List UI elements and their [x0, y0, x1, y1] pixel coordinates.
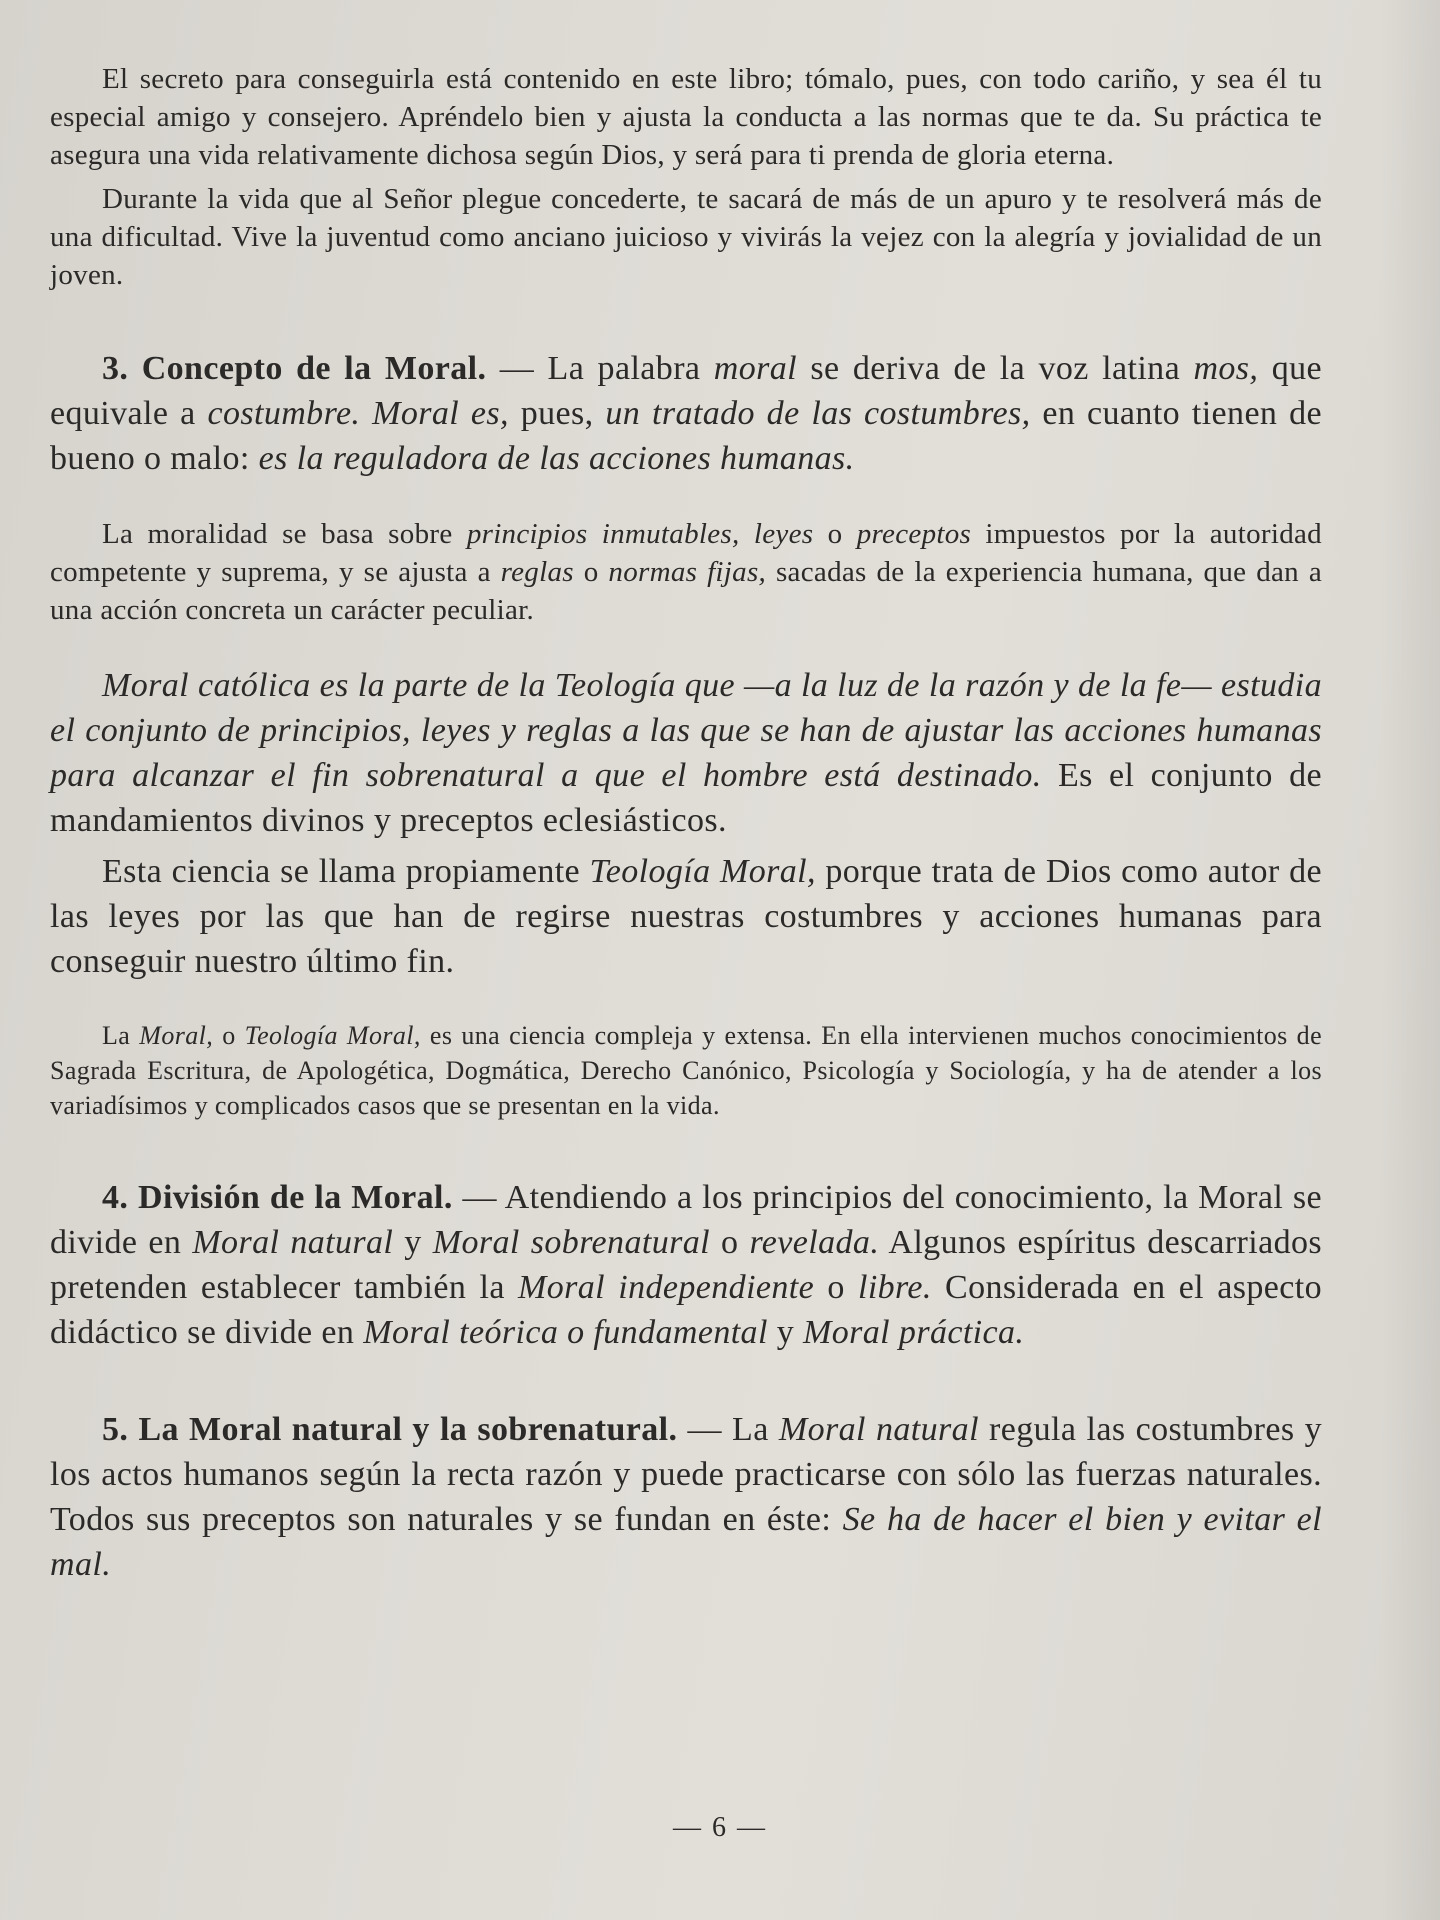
text-run: — Atendiendo a los principios del conocimiento, la Moral se divide en: [50, 1179, 1322, 1261]
section-3-title: Concepto de la Moral.: [141, 350, 487, 387]
section-4-number: 4.: [102, 1179, 129, 1216]
text-run: en cuanto tienen de bueno o malo:: [50, 395, 1323, 477]
text-run: sacadas de la experiencia humana, que dan a una acción concreta un carácter peculiar.: [50, 556, 1323, 626]
text-run: La moralidad se basa sobre: [102, 518, 467, 550]
intro-paragraph-2: [50, 180, 1322, 294]
text-run: normas fijas,: [608, 556, 767, 588]
text-run: La: [102, 1021, 140, 1050]
section-5-paragraph: [50, 1407, 1322, 1587]
text-run: Algunos espíritus descarriados pretenden establecer también la: [50, 1224, 1322, 1306]
text-run: moral: [713, 350, 797, 387]
text-run: Teología Moral,: [589, 853, 816, 890]
text-run: o: [813, 518, 857, 550]
text-run: El secreto para conseguirla está contenido en este libro; tómalo, pues, con todo cariño, y sea él tu especial amigo y consejero. Apréndelo bien y ajusta la conducta a las normas que te da. Su práctica te asegura una vida relativamente dichosa según Dios, y será para ti prenda de gloria eterna.: [50, 63, 1322, 171]
text-run: y: [767, 1314, 804, 1351]
text-run: Moral católica es la parte de la Teología que —a la luz de la razón y de la fe— estudia el conjunto de principios, leyes y reglas a las que se han de ajustar las acciones humanas para alcanzar el fin sobrenatural a que el hombre está destinado.: [50, 667, 1322, 794]
text-run: impuestos por la autoridad competente y suprema, y se ajusta a: [50, 518, 1322, 588]
section-5-number: 5.: [102, 1411, 129, 1448]
text-run: preceptos: [856, 518, 972, 550]
section-4-title: División de la Moral.: [137, 1179, 453, 1216]
text-run: — La palabra: [486, 350, 714, 387]
text-run: Moral natural: [192, 1224, 394, 1261]
text-run: Se ha de hacer el bien y evitar el mal.: [50, 1501, 1322, 1583]
text-run: regula las costumbres y los actos humanos según la recta razón y puede practicarse con sólo las fuerzas naturales. Todos sus preceptos son naturales y se fundan en éste:: [50, 1411, 1323, 1538]
text-run: — La: [677, 1411, 779, 1448]
section-3-number: 3.: [102, 350, 129, 387]
text-run: un tratado de las costumbres,: [605, 395, 1031, 432]
text-run: Esta ciencia se llama propiamente: [102, 853, 590, 890]
text-run: Moral natural: [778, 1411, 979, 1448]
text-run: porque trata de Dios como autor de las leyes por las que han de regirse nuestras costumbres y acciones humanas para conseguir nuestro último fin.: [50, 853, 1322, 980]
text-run: o: [709, 1224, 750, 1261]
section-3-note: [50, 515, 1322, 629]
text-run: o: [814, 1269, 858, 1306]
text-run: Moral práctica.: [803, 1314, 1025, 1351]
moral-science-note: [50, 1018, 1322, 1123]
page-edge-shadow: [1380, 0, 1440, 1920]
text-run: y: [393, 1224, 433, 1261]
theology-moral-paragraph: [50, 849, 1322, 984]
section-4-paragraph: [50, 1175, 1322, 1355]
text-run: Moral sobrenatural: [432, 1224, 710, 1261]
text-run: es una ciencia compleja y extensa. En ella intervienen muchos conocimientos de Sagrada Escritura, de Apologética, Dogmática, Derecho Canónico, Psicología y Sociología, y ha de atender a los variadísimos y complicados casos que se presentan en la vida.: [50, 1021, 1323, 1120]
text-run: pues,: [508, 395, 606, 432]
text-run: principios inmutables, leyes: [466, 518, 814, 550]
text-run: mos,: [1193, 350, 1259, 387]
text-run: Considerada en el aspecto didáctico se divide en: [50, 1269, 1322, 1351]
catholic-moral-definition: [50, 663, 1322, 843]
text-run: que equivale a: [50, 350, 1322, 432]
text-run: Moral independiente: [518, 1269, 815, 1306]
intro-paragraph-1: [50, 60, 1322, 174]
text-run: reglas: [500, 556, 574, 588]
text-run: o: [213, 1021, 245, 1050]
text-run: Durante la vida que al Señor plegue concederte, te sacará de más de un apuro y te resolverá más de una dificultad. Vive la juventud como anciano juicioso y vivirás la vejez con la alegría y jovialidad de un joven.: [50, 183, 1322, 291]
text-run: libre.: [857, 1269, 932, 1306]
text-run: o: [573, 556, 609, 588]
section-5-title: La Moral natural y la sobrenatural.: [138, 1411, 678, 1448]
page-number: — 6 —: [673, 1812, 767, 1843]
text-run: es la reguladora de las acciones humanas.: [258, 440, 855, 477]
text-run: Es el conjunto de mandamientos divinos y preceptos eclesiásticos.: [50, 757, 1323, 839]
text-run: costumbre. Moral es,: [207, 395, 509, 432]
text-run: Moral teórica o fundamental: [363, 1314, 768, 1351]
text-run: Moral,: [139, 1021, 214, 1050]
text-run: se deriva de la voz latina: [797, 350, 1194, 387]
text-run: Teología Moral,: [244, 1021, 421, 1050]
text-run: revelada.: [749, 1224, 880, 1261]
section-3-paragraph: [50, 346, 1322, 481]
